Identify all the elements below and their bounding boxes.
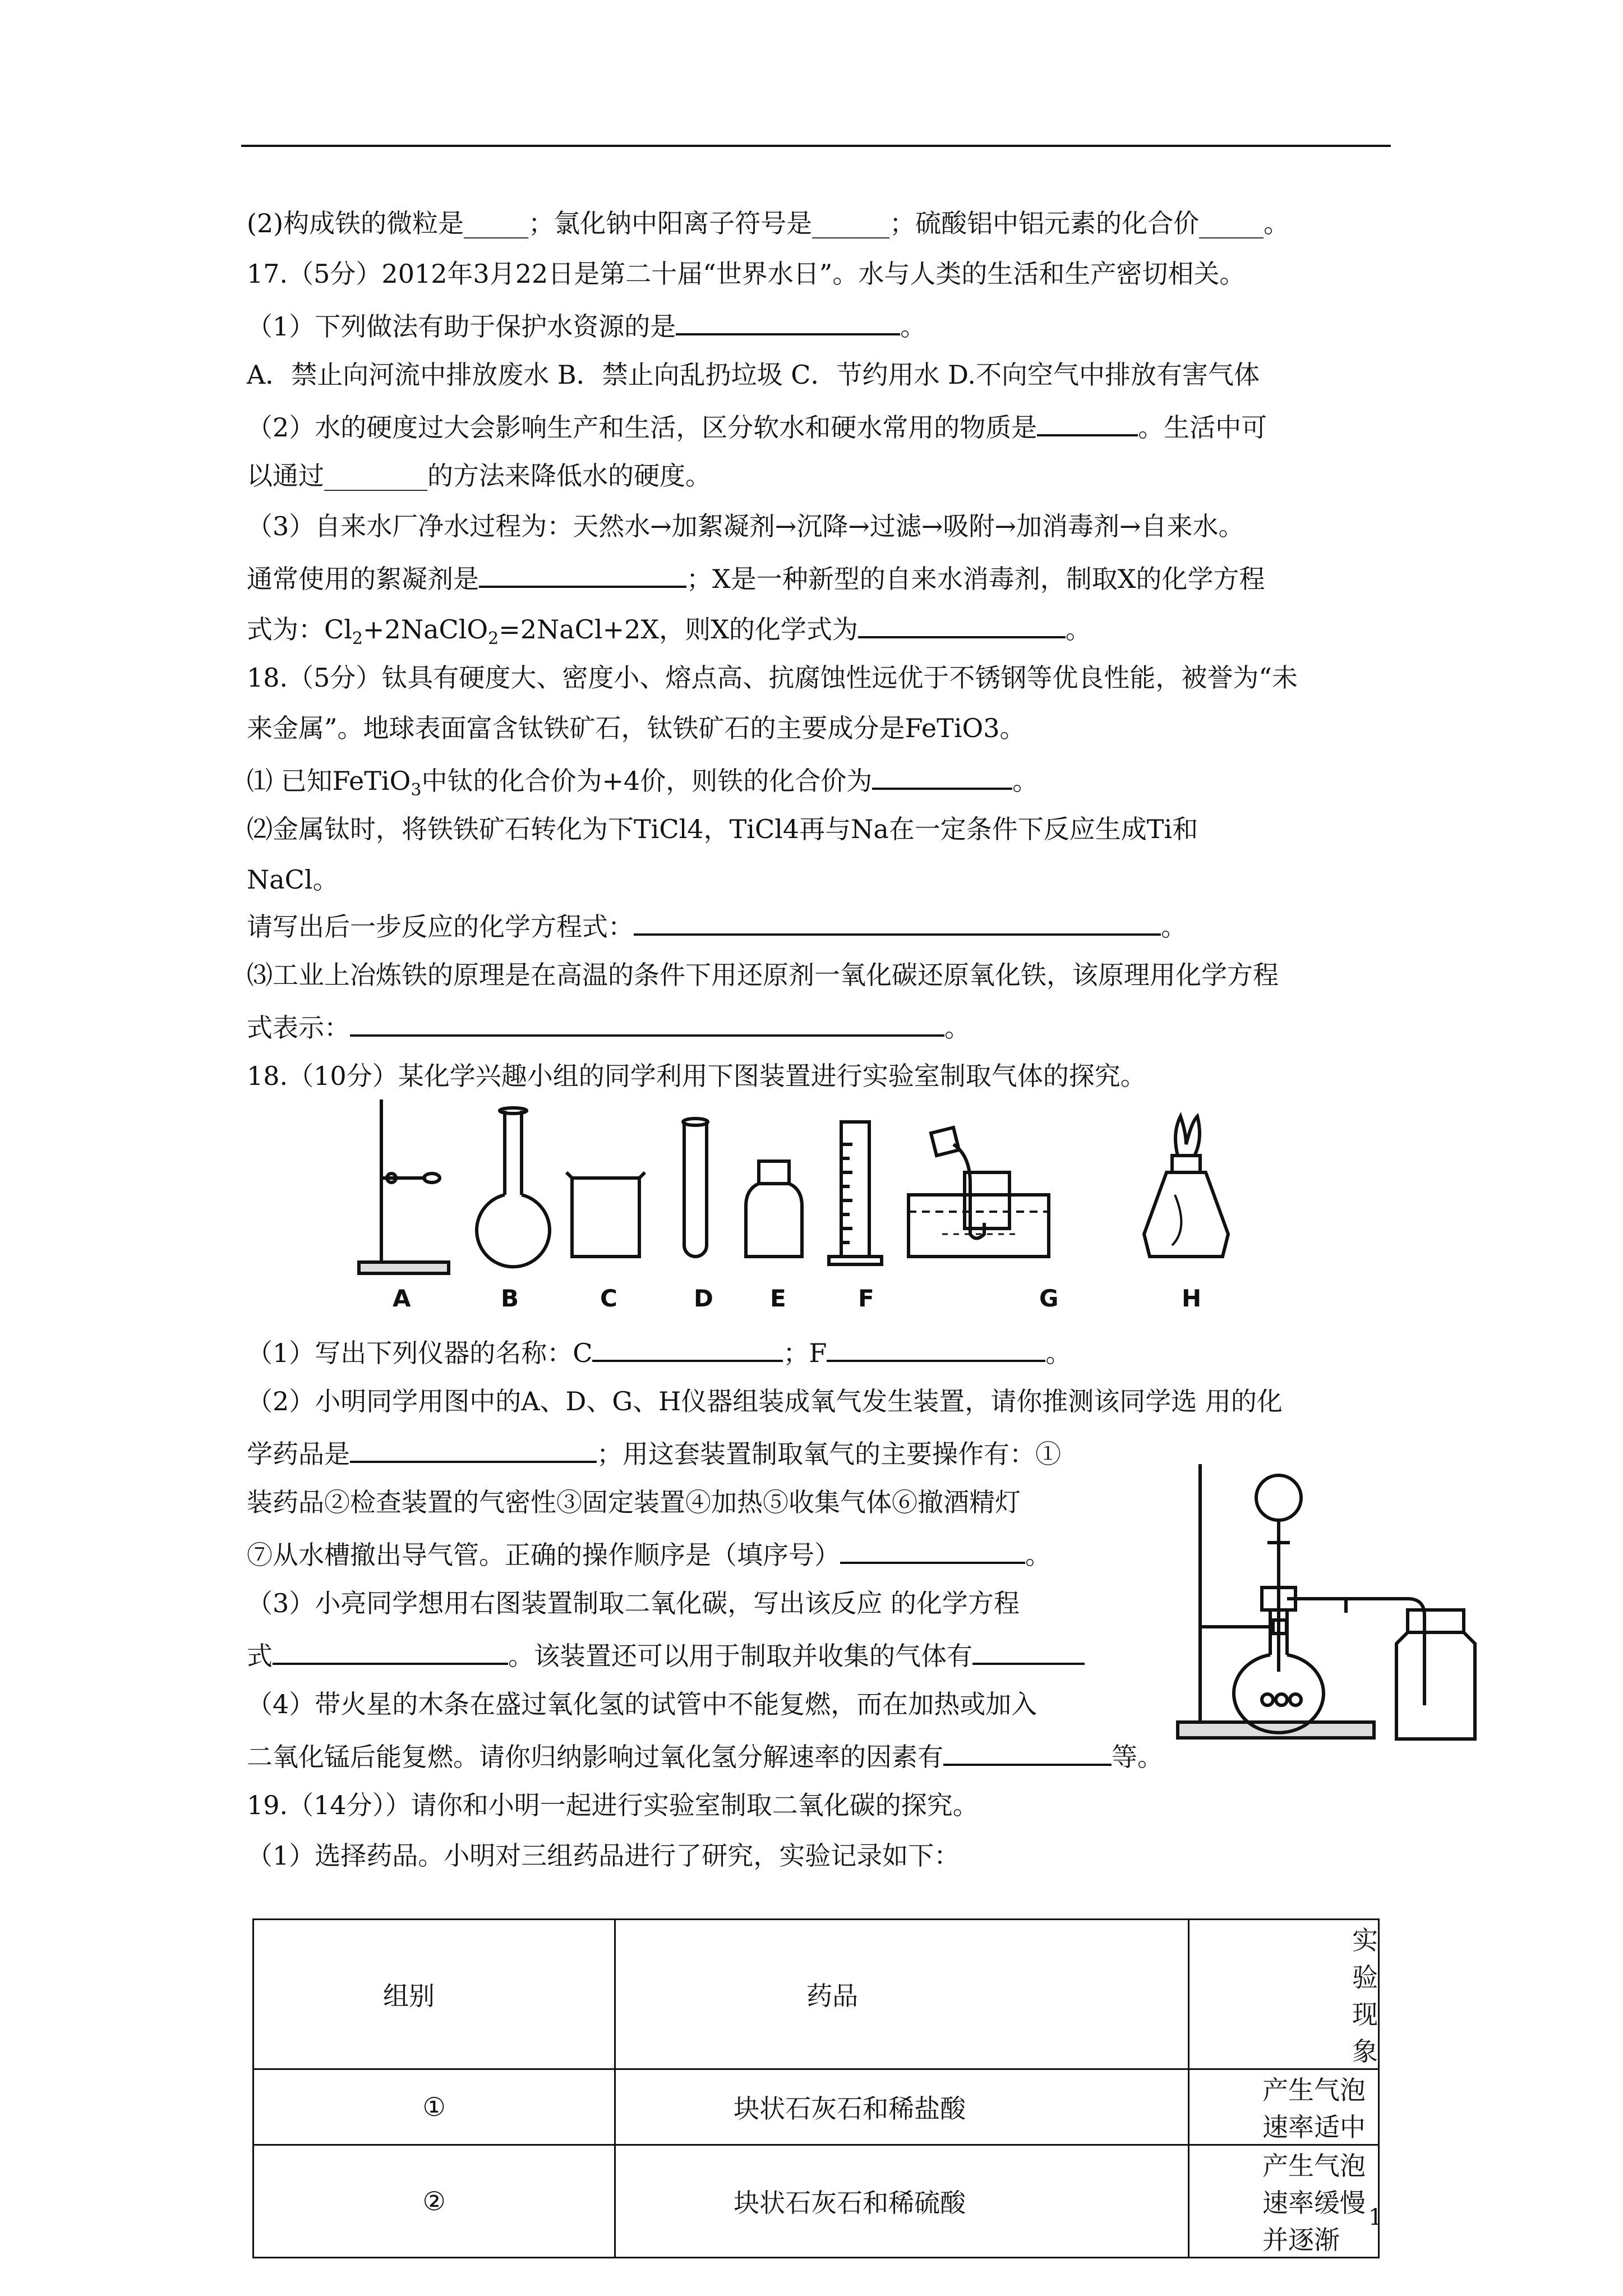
header-rule [241, 145, 1391, 147]
answer-blank[interactable] [972, 1637, 1085, 1665]
table-cell: 块状石灰石和稀盐酸 [615, 2069, 1189, 2145]
q18b-title: 18.（10分）某化学兴趣小组的同学利用下图装置进行实验室制取气体的探究。 [247, 1061, 1146, 1091]
q18b-part3-cont: 式 。该装置还可以用于制取并收集的气体有 [247, 1637, 1085, 1673]
q18-part1: ⑴ 已知FeTiO$_3$中钛的化合价为+4价，则铁的化合价为 。 [247, 762, 1038, 807]
label-a: A [393, 1285, 411, 1312]
test-tube-d [683, 1119, 708, 1257]
label-g: G [1039, 1285, 1059, 1312]
q18b-part1: （1）写出下列仪器的名称：C ；F 。 [247, 1334, 1071, 1370]
label-e: E [770, 1285, 786, 1312]
q18b-part3: （3）小亮同学想用右图装置制取二氧化碳，写出该反应 的化学方程 [247, 1588, 1020, 1618]
q17-title: 17.（5分）2012年3月22日是第二十届“世界水日”。水与人类的生活和生产密切相关。 [247, 259, 1246, 289]
label-c: C [600, 1285, 617, 1312]
answer-blank[interactable] [858, 610, 1066, 638]
q17-equation: 式为：$Cl_2+2NaClO_2=2NaCl+2X$，则X的化学式为 。 [247, 610, 1091, 656]
q17-options: A．禁止向河流中排放废水 B．禁止向乱扔垃圾 C．节约用水 D.不向空气中排放有害气体 [247, 360, 1260, 390]
q18-part3: ⑶工业上冶炼铁的原理是在高温的条件下用还原剂一氧化碳还原氧化铁，该原理用化学方程 [247, 960, 1279, 990]
experiment-table [252, 1918, 1383, 2258]
answer-blank[interactable] [479, 560, 686, 588]
answer-blank[interactable] [1037, 408, 1138, 436]
beaker-c [566, 1172, 645, 1257]
q18-part2-ask: 请写出后一步反应的化学方程式： 。 [247, 908, 1187, 944]
q18-part3-cont: 式表示： 。 [247, 1009, 970, 1045]
q17-part3-cont: 通常使用的絮凝剂是 ；X是一种新型的自来水消毒剂，制取X的化学方程 [247, 560, 1265, 596]
table-cell: ① [253, 2069, 615, 2145]
graduated-cylinder-f [829, 1122, 882, 1264]
q18b-part2-steps: 装药品②检查装置的气密性③固定装置④加热⑤收集气体⑥撤酒精灯 [247, 1487, 1021, 1517]
q18-part2: ⑵金属钛时，将铁铁矿石转化为下TiCl4，TiCl4再与Na在一定条件下反应生成Ti和 [247, 814, 1198, 844]
answer-blank[interactable] [350, 1009, 944, 1037]
q18-title: 18.（5分）钛具有硬度大、密度小、熔点高、抗腐蚀性远优于不锈钢等优良性能，被誉为“未 [247, 662, 1298, 693]
answer-blank[interactable] [840, 1536, 1025, 1564]
alcohol-lamp-h [1144, 1116, 1228, 1257]
q18b-part2-order: ⑦从水槽撤出导气管。正确的操作顺序是（填序号） 。 [247, 1536, 1051, 1572]
q17-part2-cont: 以通过________的方法来降低水的硬度。 [247, 461, 711, 491]
q18-part2-cont: NaCl。 [247, 864, 339, 895]
apparatus-figure [348, 1094, 1267, 1279]
table-row [253, 2145, 1379, 2258]
answer-blank[interactable] [676, 307, 900, 335]
iron-stand-a [359, 1099, 449, 1273]
label-b: B [501, 1285, 519, 1312]
answer-blank[interactable] [273, 1637, 508, 1665]
q18b-part2: （2）小明同学用图中的A、D、G、H仪器组装成氧气发生装置，请你推测该同学选 用的化 [247, 1386, 1283, 1416]
table-cell: 块状石灰石和稀硫酸 [615, 2145, 1189, 2258]
answer-blank[interactable] [872, 762, 1012, 790]
answer-blank[interactable] [943, 1738, 1112, 1766]
q17-part3: （3）自来水厂净水过程为：天然水→加絮凝剂→沉降→过滤→吸附→加消毒剂→自来水。 [247, 511, 1244, 541]
q18-title-cont: 来金属”。地球表面富含钛铁矿石，钛铁矿石的主要成分是FeTiO3。 [247, 713, 1026, 743]
q19-part1: （1）选择药品。小明对三组药品进行了研究，实验记录如下： [247, 1841, 960, 1871]
table-header: 药品 [615, 1920, 1189, 2069]
answer-blank[interactable] [592, 1334, 783, 1362]
co2-apparatus-figure [1166, 1458, 1481, 1750]
answer-blank[interactable] [350, 1435, 597, 1463]
q16-part2: (2)构成铁的微粒是_____；氯化钠中阳离子符号是______；硫酸铝中铝元素的化合价_____。 [247, 208, 1290, 238]
table-header: 组别 [253, 1920, 615, 2069]
table-header-row [253, 1920, 1379, 2069]
q18b-part4-cont: 二氧化锰后能复燃。请你归纳影响过氧化氢分解速率的因素有 等。 [247, 1738, 1163, 1774]
table-row [253, 2069, 1379, 2145]
answer-blank[interactable] [634, 908, 1161, 936]
table-cell: 产生气泡速率适中 [1189, 2069, 1379, 2145]
label-d: D [694, 1285, 713, 1312]
gas-bottle-e [746, 1161, 802, 1257]
q17-part2: （2）水的硬度过大会影响生产和生活，区分软水和硬水常用的物质是 。生活中可 [247, 408, 1267, 444]
table-header: 实验现象 [1189, 1920, 1379, 2069]
label-h: H [1182, 1285, 1202, 1312]
answer-blank[interactable] [827, 1334, 1045, 1362]
water-trough-g [909, 1128, 1049, 1257]
q17-part1: （1）下列做法有助于保护水资源的是 。 [247, 307, 926, 343]
label-f: F [858, 1285, 874, 1312]
q18b-part4: （4）带火星的木条在盛过氧化氢的试管中不能复燃，而在加热或加入 [247, 1689, 1038, 1719]
q18b-part2-cont: 学药品是 ；用这套装置制取氧气的主要操作有：① [247, 1435, 1061, 1471]
table-cell: ② [253, 2145, 615, 2258]
page-number: 1 [1368, 2205, 1383, 2230]
q19-title: 19.（14分））请你和小明一起进行实验室制取二氧化碳的探究。 [247, 1790, 979, 1820]
table-cell: 产生气泡速率缓慢并逐渐 [1189, 2145, 1379, 2258]
round-flask-b [477, 1108, 550, 1267]
